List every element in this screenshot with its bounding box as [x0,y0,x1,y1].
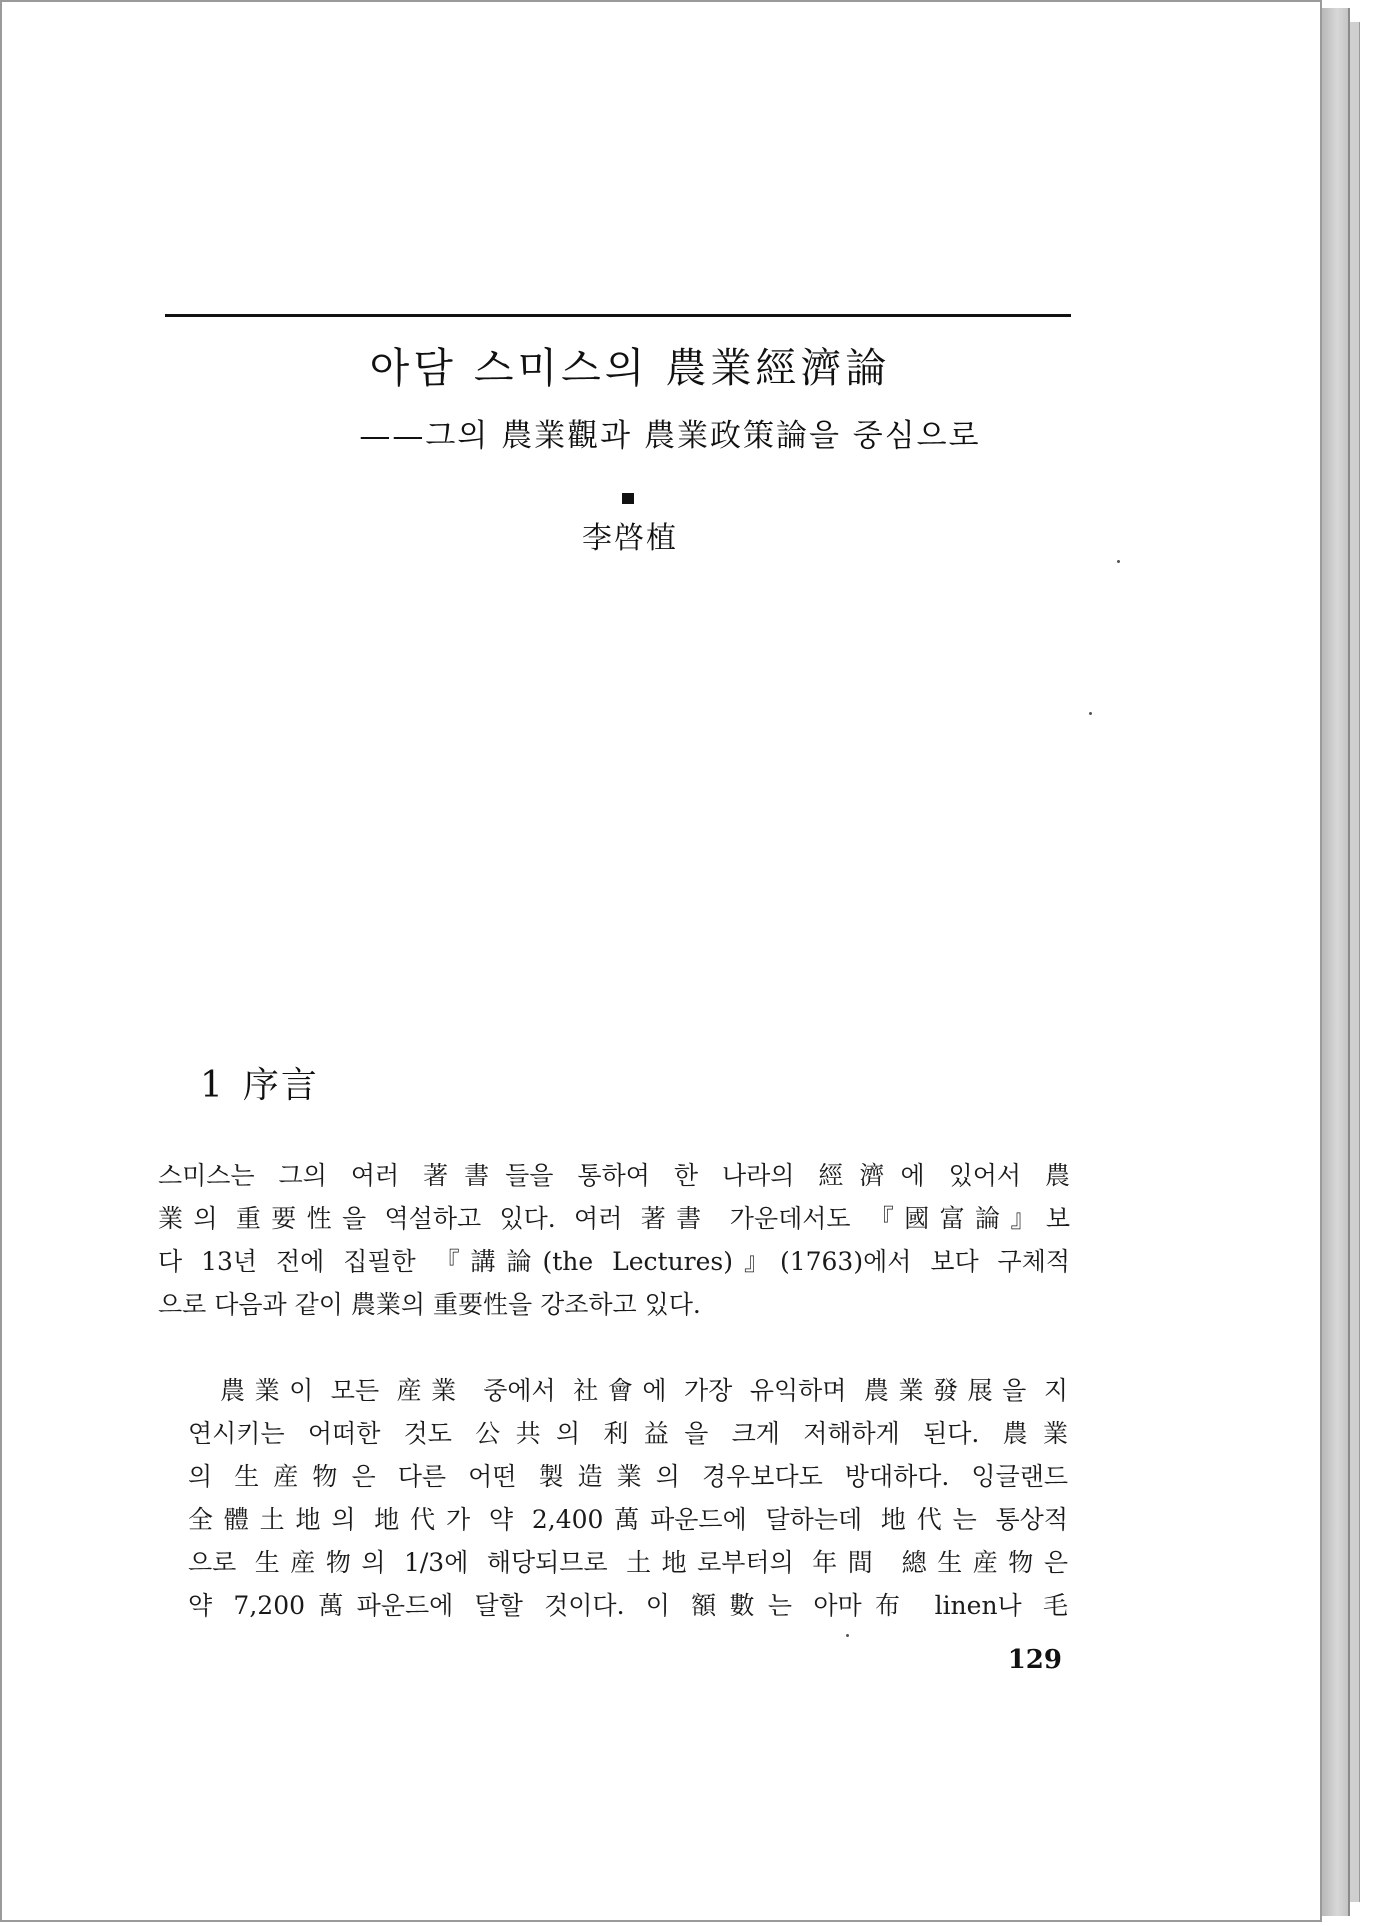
paragraph-line: 業의 重要性을 역설하고 있다. 여러 著書 가운데서도 『國富論』보 [158,1204,1070,1233]
print-speck [1117,560,1120,563]
page-stack-edge [1322,8,1350,1916]
page-stack-edge-back [1350,22,1360,1902]
quote-line: 農業이 모든 産業 중에서 社會에 가장 유익하며 農業發展을 지 [220,1376,1068,1405]
paragraph-line: 스미스는 그의 여러 著書들을 통하여 한 나라의 經濟에 있어서 農 [158,1161,1070,1190]
article-title: 아담 스미스의 農業經濟論 [369,344,891,392]
title-rule [165,314,1071,317]
quote-line: 으로 生産物의 1/3에 해당되므로 土地로부터의 年間 總生産物은 [188,1548,1068,1577]
quote-line: 全體土地의 地代가 약 2,400萬파운드에 달하는데 地代는 통상적 [188,1505,1068,1534]
print-speck [1089,712,1092,715]
paragraph-line: 다 13년 전에 집필한 『講論(the Lectures)』(1763)에서 보다 구체적 [158,1247,1070,1276]
article-author: 李啓植 [582,521,678,556]
section-heading [200,1058,319,1114]
paragraph-line: 으로 다음과 같이 農業의 重要性을 강조하고 있다. [158,1290,701,1319]
section-number: 1 [200,1065,225,1106]
section-title: 序言 [242,1065,319,1106]
intro-paragraph [158,1154,1070,1326]
quote-line: 약 7,200萬파운드에 달할 것이다. 이 額數는 아마布 linen나 毛 [188,1591,1068,1620]
quoted-passage [188,1369,1068,1627]
quote-line: 연시키는 어떠한 것도 公共의 利益을 크게 저해하게 된다. 農業 [188,1419,1068,1448]
article-subtitle: ——그의 農業觀과 農業政策論을 중심으로 [359,418,981,454]
page-number: 129 [1007,1645,1062,1675]
quote-line: 의 生産物은 다른 어떤 製造業의 경우보다도 방대하다. 잉글랜드 [188,1462,1068,1491]
print-speck [846,1634,849,1637]
author-marker-icon [622,493,634,504]
